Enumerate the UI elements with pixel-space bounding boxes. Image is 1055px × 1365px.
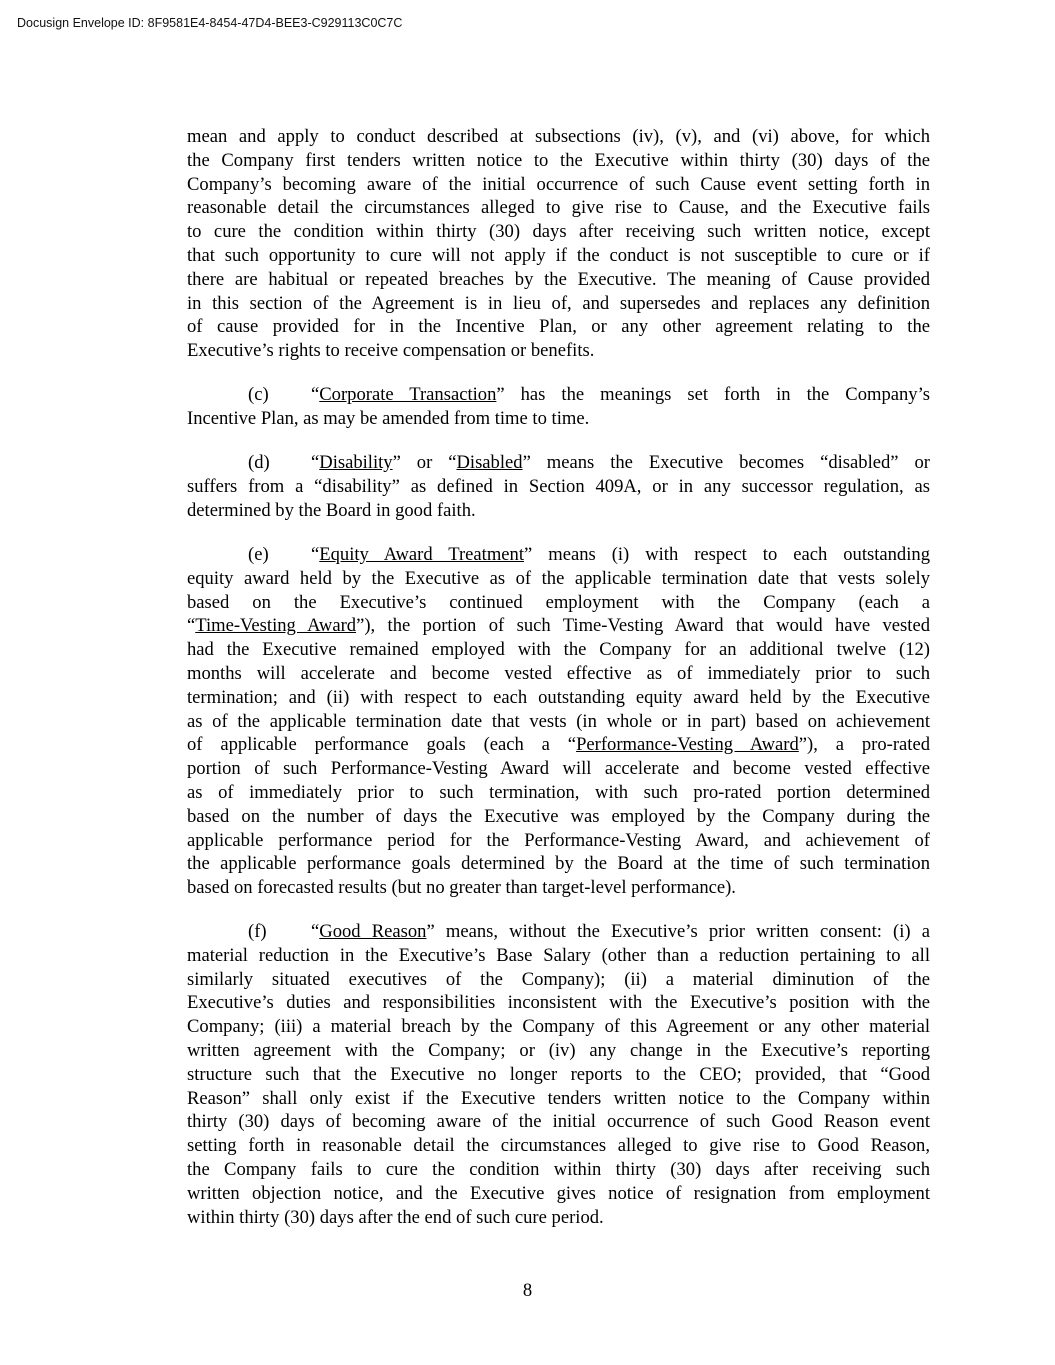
text-line: [187, 1015, 930, 1039]
text-line: [187, 805, 930, 829]
text-segment: the applicable performance goals determined by the Board at the time of such termination: [187, 853, 930, 875]
text-segment: Company’s becoming aware of the initial occurrence of such Cause event setting forth in: [187, 173, 930, 195]
text-line: [187, 710, 930, 734]
text-segment: ”), a pro-rated: [798, 734, 931, 756]
text-line: [187, 614, 930, 638]
paragraph-disability: [187, 451, 930, 522]
text-line: [187, 944, 930, 968]
text-segment: based on the Executive’s continued employment with the Company (each a: [187, 591, 930, 613]
text-segment: of cause provided for in the Incentive Plan, or any other agreement relating to the: [187, 316, 930, 338]
text-line: [187, 292, 930, 316]
text-line: [187, 829, 930, 853]
defined-term: Disability: [319, 452, 393, 473]
docusign-envelope-id: Docusign Envelope ID: 8F9581E4-8454-47D4-BEE3-C929113C0C7C: [17, 16, 403, 30]
section-label: (f): [248, 921, 267, 942]
text-line: [187, 638, 930, 662]
text-line: [187, 1182, 930, 1206]
text-line: [187, 173, 930, 197]
text-segment: in this section of the Agreement is in lieu of, and supersedes and replaces any definition: [187, 292, 930, 314]
text-segment: ” or “: [392, 452, 457, 473]
text-segment: Company; (iii) a material breach by the Company of this Agreement or any other material: [187, 1016, 930, 1038]
text-segment: within thirty (30) days after the end of such cure period.: [187, 1206, 604, 1228]
defined-term: Disabled: [456, 452, 523, 473]
text-segment: determined by the Board in good faith.: [187, 499, 476, 521]
text-segment: ” has the meanings set forth in the Company’s: [496, 384, 930, 405]
text-segment: the Company first tenders written notice to the Executive within thirty (30) days of the: [187, 149, 930, 171]
text-line: [187, 733, 930, 757]
defined-term: Corporate Transaction: [319, 384, 497, 405]
paragraph-cause-continued: [187, 125, 930, 363]
text-segment: suffers from a “disability” as defined in Section 409A, or in any successor regulation, as: [187, 475, 930, 497]
paragraph-equity-award-treatment: [187, 543, 930, 900]
text-segment: months will accelerate and become vested effective as of immediately prior to such: [187, 662, 930, 684]
text-segment: reasonable detail the circumstances alleged to give rise to Cause, and the Executive fails: [187, 197, 930, 219]
text-segment: “: [311, 384, 320, 405]
defined-term: Time-Vesting Award: [195, 615, 357, 637]
text-line: [187, 920, 930, 944]
text-segment: had the Executive remained employed with the Company for an additional twelve (12): [187, 639, 930, 661]
defined-term: Performance-Vesting Award: [576, 734, 799, 756]
text-segment: Reason” shall only exist if the Executive tenders written notice to the Company within: [187, 1087, 930, 1109]
text-line: [187, 1158, 930, 1182]
page-number: 8: [522, 1280, 533, 1301]
text-line: [187, 451, 930, 475]
text-line: [187, 662, 930, 686]
text-segment: Incentive Plan, as may be amended from time to time.: [187, 407, 590, 429]
text-line: [187, 1134, 930, 1158]
text-segment: Executive’s rights to receive compensation or benefits.: [187, 340, 595, 362]
text-line: [187, 315, 930, 339]
text-segment: structure such that the Executive no longer reports to the CEO; provided, that “Good: [187, 1063, 930, 1085]
text-segment: written agreement with the Company; or (iv) any change in the Executive’s reporting: [187, 1039, 930, 1061]
text-segment: that such opportunity to cure will not apply if the conduct is not susceptible to cure or if: [187, 244, 930, 266]
text-segment: there are habitual or repeated breaches by the Executive. The meaning of Cause provided: [187, 268, 930, 290]
text-line: [187, 339, 930, 363]
text-segment: “: [311, 921, 320, 942]
text-segment: ”), the portion of such Time-Vesting Award that would have vested: [356, 615, 930, 637]
text-line: [187, 757, 930, 781]
text-segment: as of the applicable termination date that vests (in whole or in part) based on achievement: [187, 710, 930, 732]
text-line: [187, 383, 930, 407]
text-segment: similarly situated executives of the Company); (ii) a material diminution of the: [187, 968, 930, 990]
text-segment: “: [187, 615, 196, 637]
text-line: [187, 991, 930, 1015]
text-line: [187, 1063, 930, 1087]
text-segment: the Company fails to cure the condition within thirty (30) days after receiving such: [187, 1158, 930, 1180]
text-line: [187, 852, 930, 876]
text-segment: ” means (i) with respect to each outstanding: [524, 544, 930, 565]
text-line: [187, 591, 930, 615]
defined-term: Equity Award Treatment: [319, 544, 525, 565]
text-line: [187, 244, 930, 268]
text-segment: ” means the Executive becomes “disabled” or: [522, 452, 930, 473]
text-line: [187, 196, 930, 220]
section-label: (c): [248, 384, 269, 405]
text-segment: mean and apply to conduct described at subsections (iv), (v), and (vi) above, for which: [187, 126, 930, 147]
text-line: [187, 1206, 930, 1230]
text-segment: Executive’s duties and responsibilities inconsistent with the Executive’s position with the: [187, 992, 930, 1014]
text-line: [187, 876, 930, 900]
text-segment: “: [311, 452, 320, 473]
text-line: [187, 407, 930, 431]
text-segment: written objection notice, and the Executive gives notice of resignation from employment: [187, 1182, 930, 1204]
defined-term: Good Reason: [319, 921, 427, 942]
text-segment: based on forecasted results (but no greater than target-level performance).: [187, 877, 736, 899]
text-line: [187, 220, 930, 244]
text-segment: equity award held by the Executive as of the applicable termination date that vests solely: [187, 567, 930, 589]
text-line: [187, 125, 930, 149]
text-segment: setting forth in reasonable detail the circumstances alleged to give rise to Good Reason,: [187, 1135, 930, 1157]
text-line: [187, 543, 930, 567]
text-line: [187, 968, 930, 992]
text-line: [187, 1039, 930, 1063]
text-line: [187, 1110, 930, 1134]
text-segment: as of immediately prior to such termination, with such pro-rated portion determined: [187, 781, 930, 803]
text-segment: thirty (30) days of becoming aware of the initial occurrence of such Good Reason event: [187, 1111, 930, 1133]
text-segment: “: [311, 544, 320, 565]
text-segment: to cure the condition within thirty (30) days after receiving such written notice, except: [187, 221, 930, 243]
text-line: [187, 1087, 930, 1111]
text-line: [187, 686, 930, 710]
text-line: [187, 567, 930, 591]
text-line: [187, 149, 930, 173]
text-line: [187, 499, 930, 523]
paragraph-corporate-transaction: [187, 383, 930, 431]
text-segment: material reduction in the Executive’s Base Salary (other than a reduction pertaining to all: [187, 944, 930, 966]
text-segment: applicable performance period for the Performance-Vesting Award, and achievement of: [187, 829, 930, 851]
text-segment: termination; and (ii) with respect to each outstanding equity award held by the Executive: [187, 686, 930, 708]
text-segment: of applicable performance goals (each a “: [187, 734, 577, 756]
section-label: (d): [248, 452, 270, 473]
text-line: [187, 475, 930, 499]
paragraph-good-reason: [187, 920, 930, 1229]
text-segment: portion of such Performance-Vesting Award will accelerate and become vested effective: [187, 758, 930, 780]
text-line: [187, 781, 930, 805]
text-segment: ” means, without the Executive’s prior written consent: (i) a: [426, 921, 930, 942]
text-segment: based on the number of days the Executive was employed by the Company during the: [187, 805, 930, 827]
text-line: [187, 268, 930, 292]
section-label: (e): [248, 544, 269, 565]
